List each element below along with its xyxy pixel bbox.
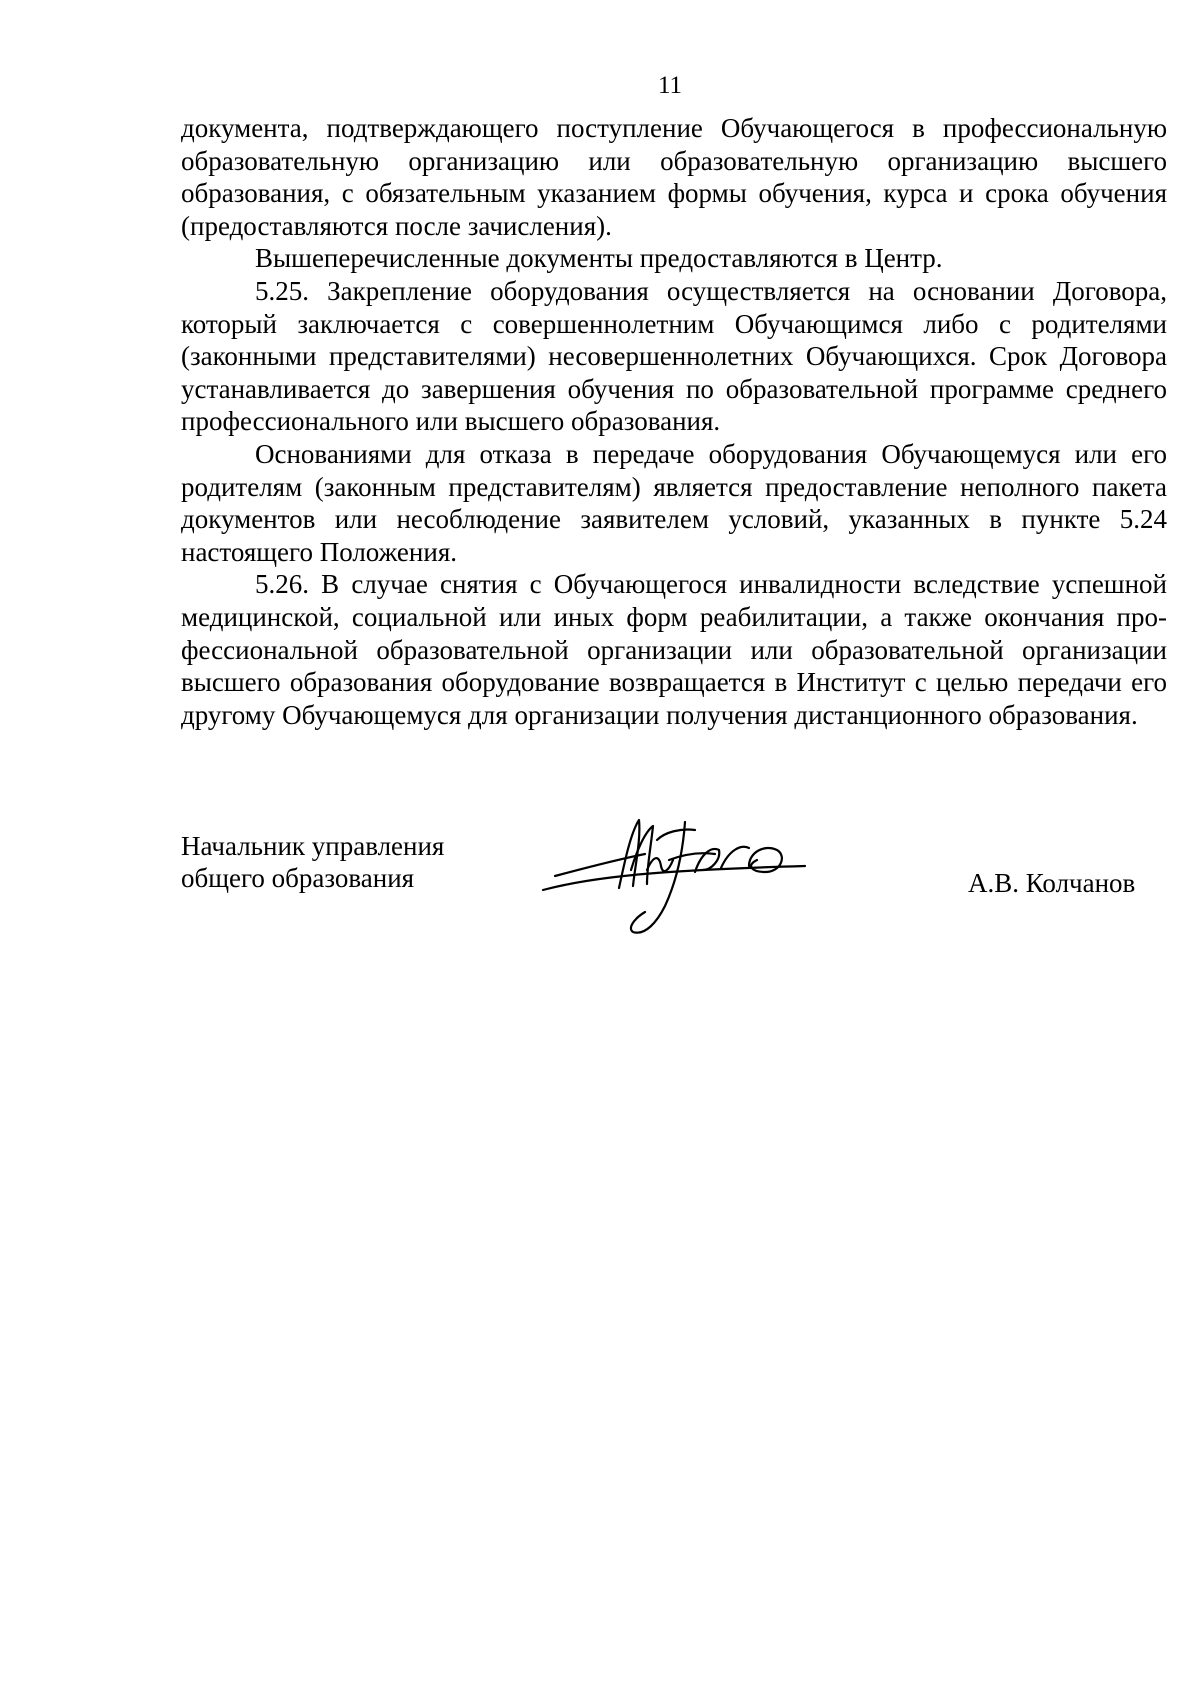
signer-position [181,830,444,894]
document-body [181,112,1167,731]
signer-position-line-2: общего образования [181,863,415,893]
paragraph-5-26: 5.26. В случае снятия с Обучающегося инвалидности вследствие успешной медицинской, социальной или иных форм реабилитации, а также окончания профессиональной образовательной организации или образовательной организации высшего образования оборудование возвращается в Институт с целью передачи его другому Обучающемуся для организации получения дистанционного образования. [181,569,1167,730]
paragraph-5-25: 5.25. Закрепление оборудования осуществляется на основании Договора, который заключается с совершеннолетним Обучающимся либо с родителями (законными представителями) несовершеннолетних Обучающихся. Срок Договора устанавливается до завершения обучения по образовательной программе среднего профессионального или высшего образования. [181,275,1167,437]
signer-name: А.В. Колчанов [968,868,1136,898]
page-number: 11 [657,72,683,99]
handwritten-signature-icon [535,810,835,945]
paragraph-documents-to-center: Вышеперечисленные документы предоставляются в Центр. [255,243,943,274]
signer-position-line-1: Начальник управления [181,831,445,861]
paragraph-refusal-grounds: Основаниями для отказа в передаче оборудования Обучающемуся или его родителям (законным представителям) является предоставление неполного пакета документов или несоблюдение заявителем условий, указанных в пункте 5.24 настоящего Положения. [181,438,1167,567]
paragraph-continuation: документа, подтверждающего поступление Обучающегося в профессиональную образовательную организацию или образовательную организацию высшего образования, с обязательным указанием формы обучения, курса и срока обучения (предоставляются после зачисления). [181,113,1167,241]
